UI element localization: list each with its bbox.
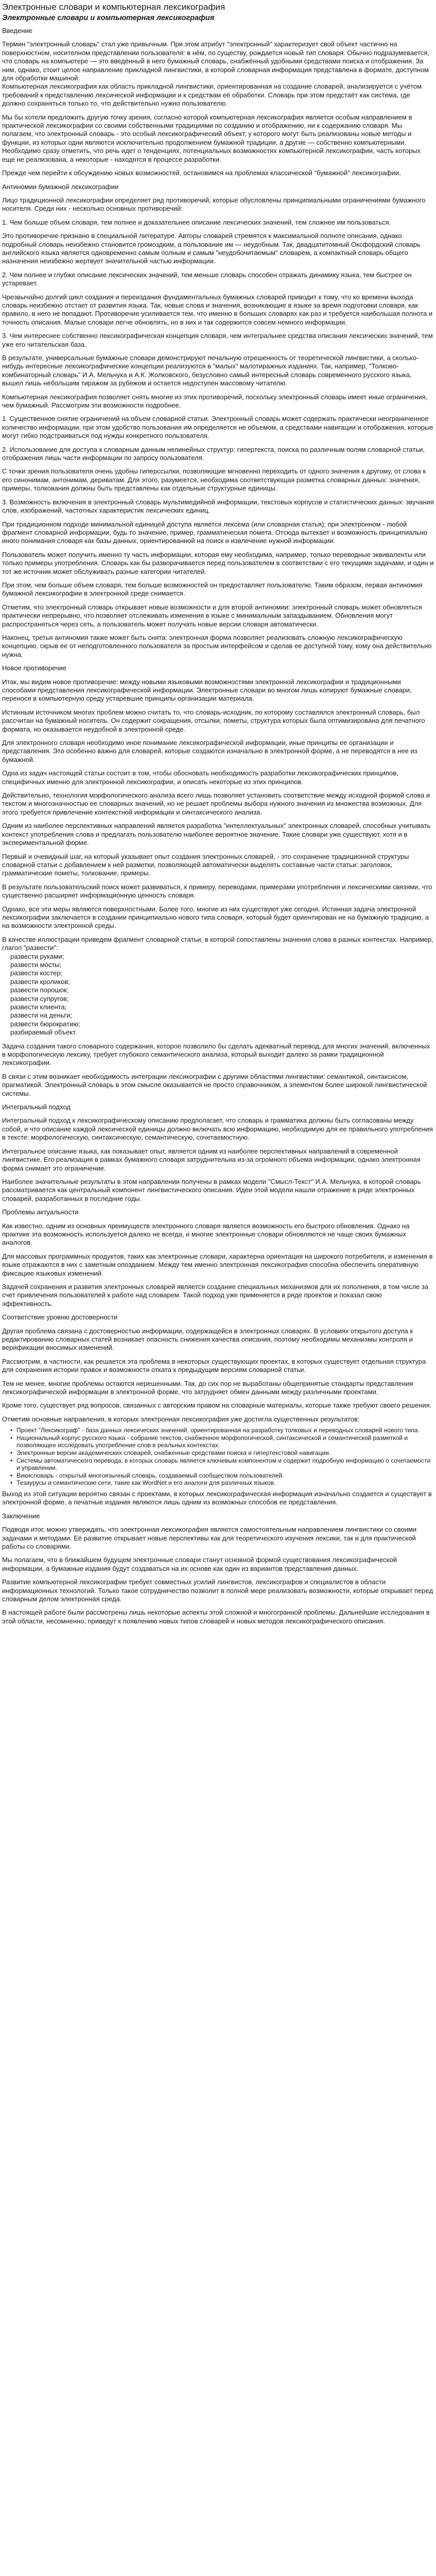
paragraph: 2. Чем полнее и глубже описание лексических значений, тем меньше словарь способен отражать динамику языка, тем быстрее он устаревает.: [2, 270, 414, 287]
paragraph: развести руками;: [10, 952, 64, 960]
paragraph: Одним из наиболее перспективных направлений является разработка "интеллектуальных" электронных словарей, способных учитывать контекст употребления слова и предлагать пользователю наиболее вероятное значение. Такие словари уже существуют, хотя и в экспериментальной форме.: [2, 822, 432, 847]
paragraph: 1. Чем больше объем словаря, тем полнее и доказательнее описание лексических значений, тем сложнее им пользоваться.: [2, 218, 391, 226]
paragraph: 2. Использование для доступа к словарным данным нелинейных структур: гипертекста, поиска по различным полям словарной статьи, отображения лишь части информации по запросу пользователя.: [2, 445, 427, 462]
paragraph: Компьютерная лексикография как область прикладной лингвистики, ориентированная на создание словарей, анализируется с учётом требований к представлению лексической информации и к средствам её обработки. Словарь при этом предстаёт как система, где должно сохраняться только то, что действительно нужно пользователю.: [2, 82, 424, 108]
paragraph: развести кроликов;: [10, 977, 70, 986]
paragraph: развести супругов;: [10, 994, 69, 1003]
note-item: • Национальный корпус русского языка - собрание текстов, снабженное морфологической, синтаксической и семантической разметкой и позволяющее исследовать употребление слов в реальных контекстах.: [10, 1434, 434, 1449]
paragraph: Термин "электронный словарь" стал уже привычным. При этом атрибут "электронный" характеризует свой объект частично на поверхностном, носителном представлении пользователя: в нём, по существу, рождается новый тип словаря. Обычно подразумевается, что словарь на компьютере — это введённый в него бумажный словарь, снабжённый удобными средствами поиска и отображения. За ним, однако, стоит целое направление прикладной лингвистики, в которой словарная информация представлена в формате, доступном для обработки машиной.: [2, 40, 431, 82]
paragraph: Интегральный подход: [2, 1103, 71, 1111]
note-item: • Системы автоматического перевода, в которых словарь является ключевым компонентом и содержит подробную информацию о сочетаемости и управлении.: [10, 1457, 434, 1472]
paragraph: Интегральное описание языка, как показывает опыт, является одним из наиболее перспективных направлений в современной лингвистике. Его реализация в рамках бумажного словаря затруднительна из-за огромного объема информации, однако электронная форма снимает это ограничение.: [2, 1147, 423, 1172]
paragraph: В настоящей работе были рассмотрены лишь некоторые аспекты этой сложной и многогранной проблемы. Дальнейшие исследования в этой области, несомненно, приведут к появлению новых типов словарей и новых методов лексикографического описания.: [2, 1608, 432, 1625]
paragraph: 3. Чем интереснее собственно лексикографическая концепция словаря, чем интегральнее средства описания лексических значений, тем уже его читательская база.: [2, 332, 435, 348]
paragraph: развести мосты;: [10, 960, 62, 969]
paragraph: развести на деньги;: [10, 1011, 72, 1020]
paragraph: развести костер;: [10, 969, 63, 977]
note-item: • Проект "Лексикограф" - база данных лексических значений, ориентированная на разработку толковых и переводных словарей нового типа.: [10, 1427, 434, 1434]
paragraph: развести бюрократию;: [10, 1020, 80, 1028]
note-item: • Электронные версии академических словарей, снабженные средствами поиска и гипертекстовой навигации.: [10, 1449, 434, 1457]
paragraph: Наиболее значительные результаты в этом направлении получены в рамках модели "Смысл-Текст" И.А. Мельчука, в которой словарь рассматривается как центральный компонент лингвистического описания. Идеи этой модели нашли отражение в ряде электронных словарей, разработанных в последние годы.: [2, 1177, 423, 1202]
paragraph: С точки зрения пользователя очень удобны гиперссылки, позволяющие мгновенно переходить от одного значения к другому, от слова к его синонимам, антонимам, дериватам. Для этого, разумеется, необходима соответствующая разметка словарных данных: значения, примеры, толкования должны быть представлены как отдельные структурные единицы.: [2, 467, 428, 493]
paragraph: Одна из задач настоящей статьи состоит в том, чтобы обосновать необходимость разработки лексикографических принципов, специфичных именно для электронной лексикографии, и описать некоторые из этих принципов.: [2, 769, 400, 786]
paragraph: Рассмотрим, в частности, как решается эта проблема в некоторых существующих проектах, в которых существует отдельная структура для сохранения истории правок и возможности отката к предыдущим версиям словарной статьи.: [2, 1357, 428, 1374]
paragraph: Лицо традиционной лексикографии определяет ряд противоречий, которые обусловлены принципиальными ограничениями бумажного носителя. Среди них - несколько основных противоречий:: [2, 196, 428, 213]
article-subtitle: Электронные словари и компьютерная лексикография: [2, 14, 215, 22]
paragraph: Соответствие уровню достоверности: [2, 1313, 118, 1321]
paragraph: Новое противоречие: [2, 664, 67, 672]
paragraph: Развитие компьютерной лексикографии требует совместных усилий лингвистов, лексикографов и специалистов в области информационных технологий. Только такое сотрудничество позволит в полной мере реализовать возможности, которые открывает перед словарным делом электронная среда.: [2, 1578, 435, 1603]
paragraph: Компьютерная лексикография позволяет снять многие из этих противоречий, поскольку электронный словарь имеет иные ограничения, чем бумажный. Рассмотрим эти возможности подробнее.: [2, 393, 430, 410]
notes-list: [10, 1427, 434, 1487]
paragraph: В связи с этим возникает необходимость интеграции лексикографии с другими областями лингвистики: семантикой, синтаксисом, прагматикой. Электронный словарь в этом смысле оказывается не просто справочником, а элементом более широкой лингвистической системы.: [2, 1072, 429, 1097]
paragraph: Истинным источником многих проблем можно считать то, что словарь-исходник, по которому составлялся электронный словарь, был рассчитан на бумажный носитель. Он содержит сокращения, отсылки, пометы, структура которых была оптимизирована для печатного формата, но оказывается неудобной в электронной среде.: [2, 708, 427, 733]
paragraph: Прежде чем перейти к обсуждению новых возможностей, остановимся на проблемах классической "бумажной" лексикографии.: [2, 169, 401, 177]
paragraph: Задачей сохранения и развития электронных словарей является создание специальных механизмов для их пополнения, в том числе за счет привлечения пользователей к работе над словарем. Такой подход уже применяется в ряде проектов и показал свою эффективность.: [2, 1282, 430, 1308]
paragraph: Для массовых программных продуктов, таких как электронные словари, характерна ориентация на широкого потребителя, и изменения в языке отражаются в них с заметным опозданием. Между тем именно электронная лексикография способна обеспечить оперативную фиксацию языковых изменений.: [2, 1252, 435, 1277]
paragraph: Чрезвычайно долгий цикл создания и переиздания фундаментальных бумажных словарей приводит к тому, что ко времени выхода словарь неизбежно отстает от развития языка. Так, новые слова и значения, возникающие в языке за время подготовки словаря, как правило, в него не попадают. Противоречие усиливается тем, что именно в больших словарях как раз и требуется наибольшая полнота и точность описания. Малые словари легче обновлять, но в них и так содержится совсем немного информации.: [2, 293, 434, 326]
article-body: [2, 27, 434, 1423]
paragraph: Выход из этой ситуации вероятно связан с проектами, в которых лексикографическая информация изначально создается и существует в электронной форме, а печатные издания являются лишь одним из возможных способов ее представления.: [2, 1490, 434, 1506]
paragraph: Необходимо сразу отметить, что речь идет о тенденциях, потенциальных возможностях компьютерной лексикографии, часть которых еще не реализована, а некоторые - находятся в процессе разработки.: [2, 147, 423, 163]
paragraph: При традиционном подходе минимальной единицей доступа является лексема (или словарная статья); при электронном - любой фрагмент словарной информации, будь то значение, пример, грамматическая помета. Отсюда вытекает и возможность принципиально иного понимания словаря как базы данных, ориентированной на поиск и извлечение нужной информации.: [2, 520, 429, 545]
paragraph: Мы бы хотели предложить другую точку зрения, согласно которой компьютерная лексикография является особым направлением в практической лексикографии со своими собственными традициями по созданию и отображению, ни к содержанию словаря. Мы полагаем, что электронный словарь - это особый лексикографический объект, у которого могут быть реализованы новые методы и функции, из которых одни являются исключительно продолжением бумажной традиции, а другие — собственно компьютерными.: [2, 113, 414, 146]
paragraph: Антиномии бумажной лексикографии: [2, 182, 119, 191]
paragraph: Итак, мы видим новое противоречие: между новыми языковыми возможностями электронной лексикографии и традиционными способами представления лексикографической информации. Электронные словари во многом лишь копируют бумажные словари, перенося в компьютерную среду устаревшие принципы организации материала.: [2, 677, 414, 703]
paragraph: Тем не менее, многие проблемы остаются нерешенными. Так, до сих пор не выработаны общепринятые стандарты представления лексикографической информации в электронной форме, что затрудняет обмен данными между различными проектами.: [2, 1379, 415, 1396]
paragraph: В результате, универсальные бумажные словари демонстрируют печальную отрешенность от теоретической лингвистики, а сколько-нибудь интересные лексикографические концепции реализуются в "малых" малотиражных изданиях. Так, например, "Толково-комбинаторный словарь" И.А. Мельчука и А.К. Жолковского, безусловно самый интересный словарь современного русского языка, вышел лишь небольшим тиражом за рубежом и остается недоступен массовому читателю.: [2, 354, 419, 387]
paragraph: Проблемы актуальности: [2, 1208, 79, 1216]
paragraph: Заключение: [2, 1512, 40, 1520]
paragraph: Введение: [2, 27, 32, 35]
page-title: Электронные словари и компьютерная лексикография: [2, 2, 225, 12]
paragraph: развести клиента;: [10, 1003, 67, 1011]
paragraph: Это противоречие признано в специальной литературе. Авторы словарей стремятся к максимальной полноте описания, однако подробный словарь неизбежно становится громоздким, а пользование им — неудобным. Так, двадцатитомный Оксфордский словарь английского языка является одновременно самым полным и самым "неудобочитаемым" словарем, а компактный словарь общего назначения неизбежно жертвует значительной частью информации.: [2, 232, 423, 265]
paragraph: Отметим основные направления, в которых электронная лексикография уже достигла существенных результатов:: [2, 1415, 360, 1423]
paragraph: Другая проблема связана с достоверностью информации, содержащейся в электронных словарях. В условиях открытого доступа к редактированию словарных статей возникает опасность снижения качества описания, поэтому необходимы механизмы контроля и верификации вносимых изменений.: [2, 1327, 415, 1352]
paragraph: разбираемый объект.: [10, 1028, 77, 1037]
paragraph: Мы полагаем, что в ближайшем будущем электронные словари станут основной формой существования лексикографической информации, а бумажные издания будут создаваться на их основе как один из вариантов представления данных.: [2, 1556, 399, 1572]
paragraph: Кроме того, существует ряд вопросов, связанных с авторским правом на словарные материалы, которые также требуют своего решения.: [2, 1401, 432, 1410]
paragraph: Действительно, технология морфологического анализа всего лишь позволяет установить соответствие между исходной формой слова и текстом и многозначностью ее словарных значений, но не решает проблемы выбора нужного значения из множества возможных. Для этого требуется привлечение контекстной информации и синтаксического анализа.: [2, 791, 432, 816]
paragraph: 1. Существенное снятие ограничений на объем словарной статьи. Электронный словарь может содержать практически неограниченное количество информации, при этом удобство пользования им определяется не объемом, а средствами навигации и отображения, которые могут гибко подстраиваться под нужды конкретного пользователя.: [2, 415, 435, 440]
note-item: • Викисловарь - открытый многоязычный словарь, создаваемый сообществом пользователей.: [10, 1472, 434, 1480]
paragraph: Подводя итог, можно утверждать, что электронная лексикография является самостоятельным направлением лингвистики со своими задачами и методами. Её развитие открывает новые перспективы как для теоретического изучения лексики, так и для практической работы со словарями.: [2, 1526, 418, 1551]
paragraph: Задача создания такого словарного содержания, которое позволило бы сделать адекватный перевод, для многих значений, включенных в морфологическую лексику, требует глубокого семантического анализа, который выходит далеко за рамки традиционной лексикографии.: [2, 1042, 432, 1067]
paragraph: Однако, все эти меры являются поверхностными. Более того, многие из них существуют уже сегодня. Истинная задача электронной лексикографии заключается в создании принципиально нового типа словаря, который будет ориентирован не на бумажную традицию, а на возможности электронной среды.: [2, 905, 431, 930]
paragraph: Как известно, одним из основных преимуществ электронного словаря является возможность его быстрого обновления. Однако на практике эта возможность используется далеко не всегда, и многие электронные словари обновляются не чаще своих бумажных аналогов.: [2, 1222, 412, 1247]
paragraph: Интегральный подход к лексикографическому описанию предполагает, что словарь и грамматика должны быть согласованы между собой, и что описание каждой лексической единицы должно включать всю информацию, необходимую для ее правильного употребления в тексте: морфологическую, синтаксическую, семантическую, сочетаемостную.: [2, 1116, 435, 1142]
paragraph: Первый и очевидный шаг, на который указывает опыт создания электронных словарей, - это сохранение традиционной структуры словарной статьи с добавлением к ней разметки, позволяющей автоматически выделять составные части статьи: заголовок, грамматические пометы, толкование, примеры.: [2, 852, 411, 877]
paragraph: В качестве иллюстрации приведем фрагмент словарной статьи, в которой сопоставлены значения слова в разных контекстах. Например, глагол "развести":: [2, 935, 435, 952]
paragraph: При этом, чем больше объем словаря, тем больше возможностей он предоставляет пользователю. Таким образом, первая антиномия бумажной лексикографии в электронной среде снимается.: [2, 581, 425, 598]
note-item: • Тезаурусы и семантические сети, такие как WordNet и его аналоги для различных языков.: [10, 1479, 434, 1487]
article-body-continued: [2, 1490, 434, 1625]
paragraph: Отметим, что электронный словарь открывает новые возможности и для второй антиномии: электронный словарь может обновляться практически непрерывно, что позволяет отслеживать изменения в языке с минимальным запаздыванием. Обновления могут распространяться через сеть, а пользователь может получать новые версии словаря автоматически.: [2, 603, 424, 628]
paragraph: развести порошок;: [10, 986, 69, 994]
paragraph: В результате пользовательский поиск может развиваться, к примеру, переводами, примерами употребления и лексическими связями, что существенно расширяет информационную ценность словаря.: [2, 883, 434, 900]
paragraph: Для электронного словаря необходимо иное понимание лексикографической информации, иные принципы ее организации и представления. Это особенно важно для словарей, которые создаются изначально в электронной форме, а не переводятся в нее из бумажной.: [2, 739, 420, 764]
paragraph: 3. Возможность включения в электронный словарь мультимедийной информации, текстовых корпусов и статистических данных: звучания слов, изображений, частотных характеристик лексических единиц.: [2, 498, 436, 515]
paragraph: Пользователь может получить именно ту часть информации, которая ему необходима, например, только переводные эквиваленты или только примеры употребления. Словарь как бы разворачивается перед пользователем в соответствии с его текущими задачами, и один и тот же источник может обслуживать разные категории читателей.: [2, 550, 436, 575]
paragraph: Наконец, третья антиномия также может быть снята: электронная форма позволяет реализовать сложную лексикографическую концепцию, скрыв ее от неподготовленного пользователя за простым интерфейсом и сделав ее доступной тому, кому она действительно нужна.: [2, 633, 434, 658]
